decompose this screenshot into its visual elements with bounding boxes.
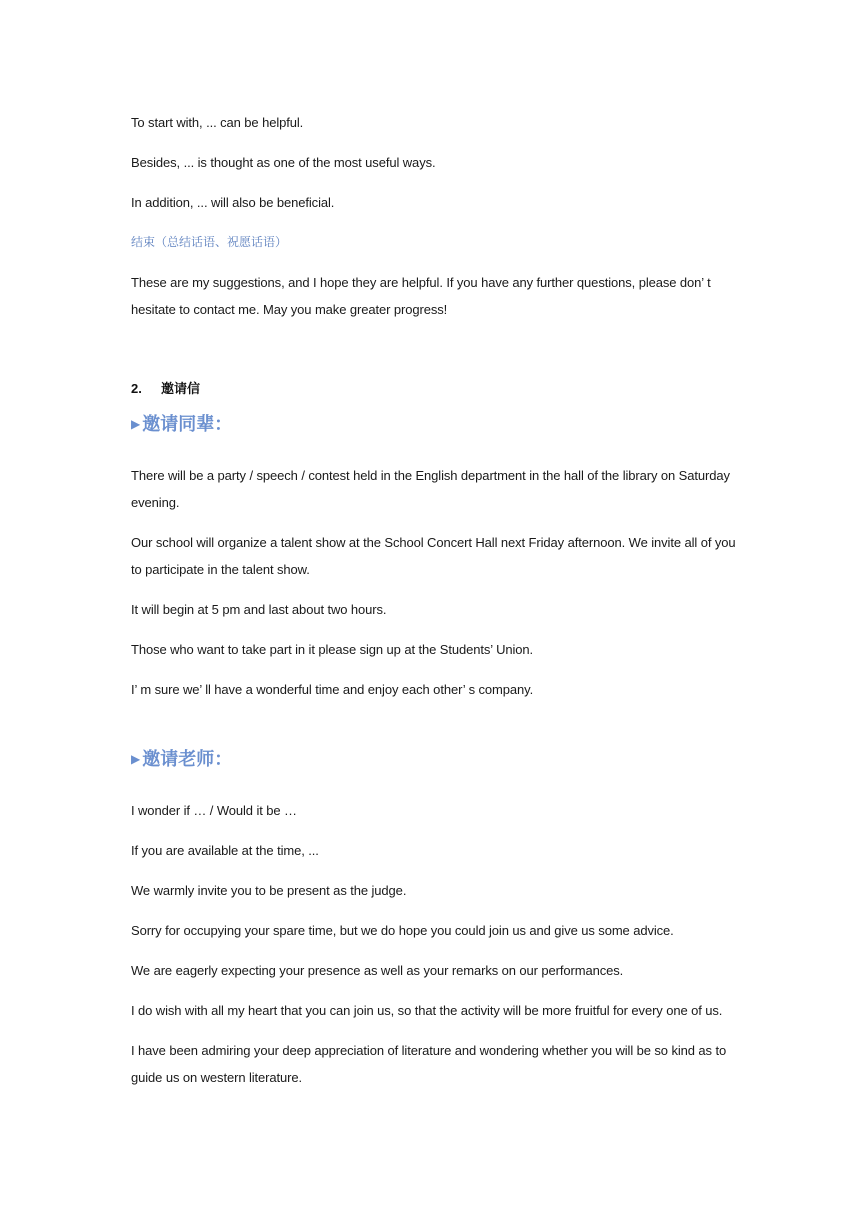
peers-line-5: I’ m sure we’ ll have a wonderful time and enjoy each other’ s company. <box>131 682 534 697</box>
teachers-line-5: We are eagerly expecting your presence as well as your remarks on our performances. <box>131 963 624 978</box>
teachers-line-2: If you are available at the time, ... <box>131 843 319 858</box>
teachers-subheading <box>131 746 232 772</box>
peers-line-3: It will begin at 5 pm and last about two hours. <box>131 602 387 617</box>
teachers-line-1: I wonder if … / Would it be … <box>131 803 297 818</box>
section-title: 邀请信 <box>161 381 201 396</box>
intro-line-2: Besides, ... is thought as one of the most useful ways. <box>131 155 436 170</box>
teachers-line-4: Sorry for occupying your spare time, but we do hope you could join us and give us some advice. <box>131 923 674 938</box>
peers-line-4: Those who want to take part in it please sign up at the Students’ Union. <box>131 642 534 657</box>
closing-paragraph: These are my suggestions, and I hope they are helpful. If you have any further questions, please don’ t hesitate to contact me. May you make greater progress! <box>131 275 711 317</box>
section-number: 2. <box>131 381 142 396</box>
intro-line-1: To start with, ... can be helpful. <box>131 115 304 130</box>
teachers-heading-text: 邀请老师： <box>142 749 233 769</box>
section-2-heading <box>131 379 200 399</box>
teachers-line-3: We warmly invite you to be present as the judge. <box>131 883 407 898</box>
teachers-line-6: I do wish with all my heart that you can join us, so that the activity will be more fruitful for every one of us. <box>131 1003 723 1018</box>
peers-subheading <box>131 411 232 437</box>
peers-line-2: Our school will organize a talent show at the School Concert Hall next Friday afternoon. We invite all of you to participate in the talent show. <box>131 535 736 577</box>
triangle-bullet-icon: ▶ <box>131 752 141 766</box>
closing-note: 结束（总结话语、祝愿话语） <box>131 235 288 249</box>
teachers-line-7: I have been admiring your deep appreciation of literature and wondering whether you will be so kind as to guide us on western literature. <box>131 1043 727 1085</box>
peers-heading-text: 邀请同辈： <box>142 414 233 434</box>
peers-line-1: There will be a party / speech / contest held in the English department in the hall of the library on Saturday evening. <box>131 468 730 510</box>
intro-line-3: In addition, ... will also be beneficial. <box>131 195 335 210</box>
triangle-bullet-icon: ▶ <box>131 417 141 431</box>
